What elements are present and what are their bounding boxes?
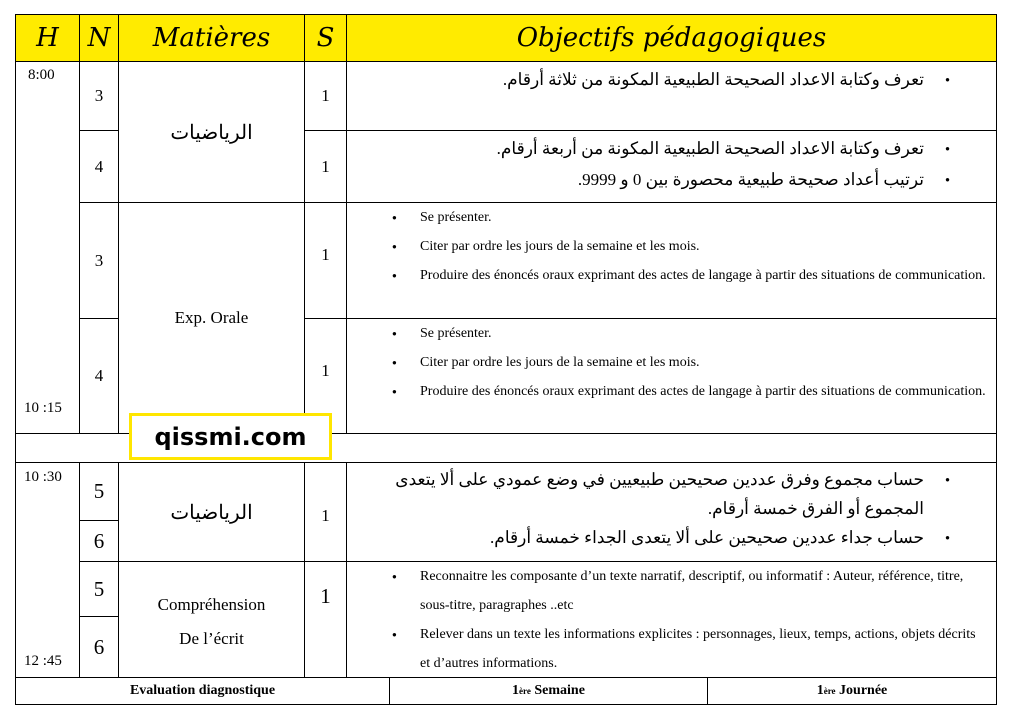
header-sessions bbox=[304, 14, 347, 62]
objective-item: ● Reconnaitre les composante d’un texte narratif, descriptif, ou informatif : Auteur, référence, titre, sous-titre, paragraphes ..etc bbox=[392, 562, 976, 620]
header-level bbox=[79, 14, 119, 62]
start-time: 10 :30 bbox=[24, 469, 62, 485]
objective-item: ● Citer par ordre les jours de la semaine et les mois. bbox=[392, 348, 996, 377]
time-cell-late-morning bbox=[15, 462, 80, 678]
week-label: Semaine bbox=[530, 683, 585, 698]
objectives-cell bbox=[346, 561, 997, 678]
week-suffix: ère bbox=[519, 686, 531, 696]
level-value: 6 bbox=[93, 528, 105, 553]
level-value: 3 bbox=[94, 86, 104, 105]
level-value: 4 bbox=[94, 366, 104, 385]
session-value: 1 bbox=[321, 156, 330, 176]
objectives-cell bbox=[346, 462, 997, 562]
level-cell bbox=[79, 130, 119, 203]
watermark-logo bbox=[129, 413, 332, 460]
header-hour bbox=[15, 14, 80, 62]
objectives-list bbox=[347, 319, 996, 406]
day-suffix: ère bbox=[823, 686, 836, 696]
subject-label: Exp. Orale bbox=[174, 308, 249, 327]
header-hour-label: H bbox=[36, 23, 59, 53]
session-value: 1 bbox=[321, 361, 330, 380]
level-value: 6 bbox=[93, 634, 105, 659]
objective-item: ● Citer par ordre les jours de la semaine et les mois. bbox=[392, 232, 996, 261]
level-cell bbox=[79, 318, 119, 434]
session-value: 1 bbox=[321, 245, 330, 264]
level-value: 5 bbox=[93, 479, 105, 503]
week-number: 1 bbox=[512, 683, 520, 698]
day-number: 1 bbox=[816, 683, 824, 698]
subject-label-line2: De l’écrit bbox=[179, 629, 244, 648]
objective-item: ● تعرف وكتابة الاعداد الصحيحة الطبيعية المكونة من أربعة أرقام. bbox=[347, 133, 950, 164]
objective-item: ● ترتيب أعداد صحيحة طبيعية محصورة بين 0 و 9999. bbox=[347, 164, 950, 195]
subject-cell-math bbox=[118, 462, 305, 562]
footer-evaluation bbox=[15, 677, 390, 705]
objectives-list bbox=[347, 64, 996, 95]
subject-label: الرياضيات bbox=[170, 501, 253, 524]
objective-item: ● Se présenter. bbox=[392, 203, 996, 232]
level-cell bbox=[79, 616, 119, 678]
objective-item: ● حساب جداء عددين صحيحين على ألا يتعدى الجداء خمسة أرقام. bbox=[347, 523, 950, 552]
objectives-cell bbox=[346, 130, 997, 203]
header-sessions-label: S bbox=[316, 23, 335, 53]
objective-item: ● Produire des énoncés oraux exprimant des actes de langage à partir des situations de communication. bbox=[392, 261, 996, 290]
header-subjects-label: Matières bbox=[152, 23, 271, 53]
session-cell bbox=[304, 61, 347, 131]
objectives-cell bbox=[346, 202, 997, 319]
footer-day bbox=[707, 677, 997, 705]
header-subjects bbox=[118, 14, 305, 62]
subject-cell-math bbox=[118, 61, 305, 203]
time-cell-morning bbox=[15, 61, 80, 434]
subject-cell-reading bbox=[118, 561, 305, 678]
objective-item: ● Relever dans un texte les informations explicites : personnages, lieux, temps, actions, objets décrits et d’autres informations. bbox=[392, 620, 976, 678]
level-cell bbox=[79, 61, 119, 131]
header-level-label: N bbox=[87, 23, 111, 53]
day-label: Journée bbox=[835, 683, 888, 698]
header-objectives bbox=[346, 14, 997, 62]
session-cell bbox=[304, 202, 347, 319]
evaluation-label: Evaluation diagnostique bbox=[129, 683, 276, 698]
level-value: 5 bbox=[93, 576, 105, 601]
objectives-list bbox=[347, 465, 996, 552]
start-time: 8:00 bbox=[28, 67, 55, 83]
objectives-cell bbox=[346, 318, 997, 434]
objective-item: ● Se présenter. bbox=[392, 319, 996, 348]
session-value: 1 bbox=[320, 584, 331, 608]
level-cell bbox=[79, 462, 119, 521]
session-value: 1 bbox=[321, 506, 330, 525]
objectives-list bbox=[347, 133, 996, 195]
level-value: 3 bbox=[94, 250, 104, 270]
objective-item: ● حساب مجموع وفرق عددين صحيحين طبيعيين في وضع عمودي على ألا يتعدى المجموع أو الفرق خمسة أرقام. bbox=[347, 465, 950, 523]
objective-item: ● Produire des énoncés oraux exprimant des actes de langage à partir des situations de communication. bbox=[392, 377, 996, 406]
level-value: 4 bbox=[94, 156, 104, 176]
objectives-list bbox=[347, 203, 996, 290]
session-cell bbox=[304, 462, 347, 562]
session-value: 1 bbox=[321, 86, 330, 105]
footer-week bbox=[389, 677, 708, 705]
header-objectives-label: Objectifs pédagogiques bbox=[516, 23, 827, 53]
subject-label-line1: Compréhension bbox=[157, 595, 266, 614]
watermark-text: qissmi.com bbox=[154, 422, 307, 451]
objectives-list bbox=[347, 562, 996, 678]
session-cell bbox=[304, 561, 347, 678]
level-cell bbox=[79, 561, 119, 617]
session-cell bbox=[304, 130, 347, 203]
subject-cell-oral bbox=[118, 202, 305, 434]
end-time: 12 :45 bbox=[24, 653, 62, 669]
level-cell bbox=[79, 202, 119, 319]
objectives-cell bbox=[346, 61, 997, 131]
end-time: 10 :15 bbox=[24, 400, 62, 416]
subject-label: الرياضيات bbox=[170, 121, 253, 144]
objective-item: ● تعرف وكتابة الاعداد الصحيحة الطبيعية المكونة من ثلاثة أرقام. bbox=[347, 64, 950, 95]
level-cell bbox=[79, 520, 119, 562]
